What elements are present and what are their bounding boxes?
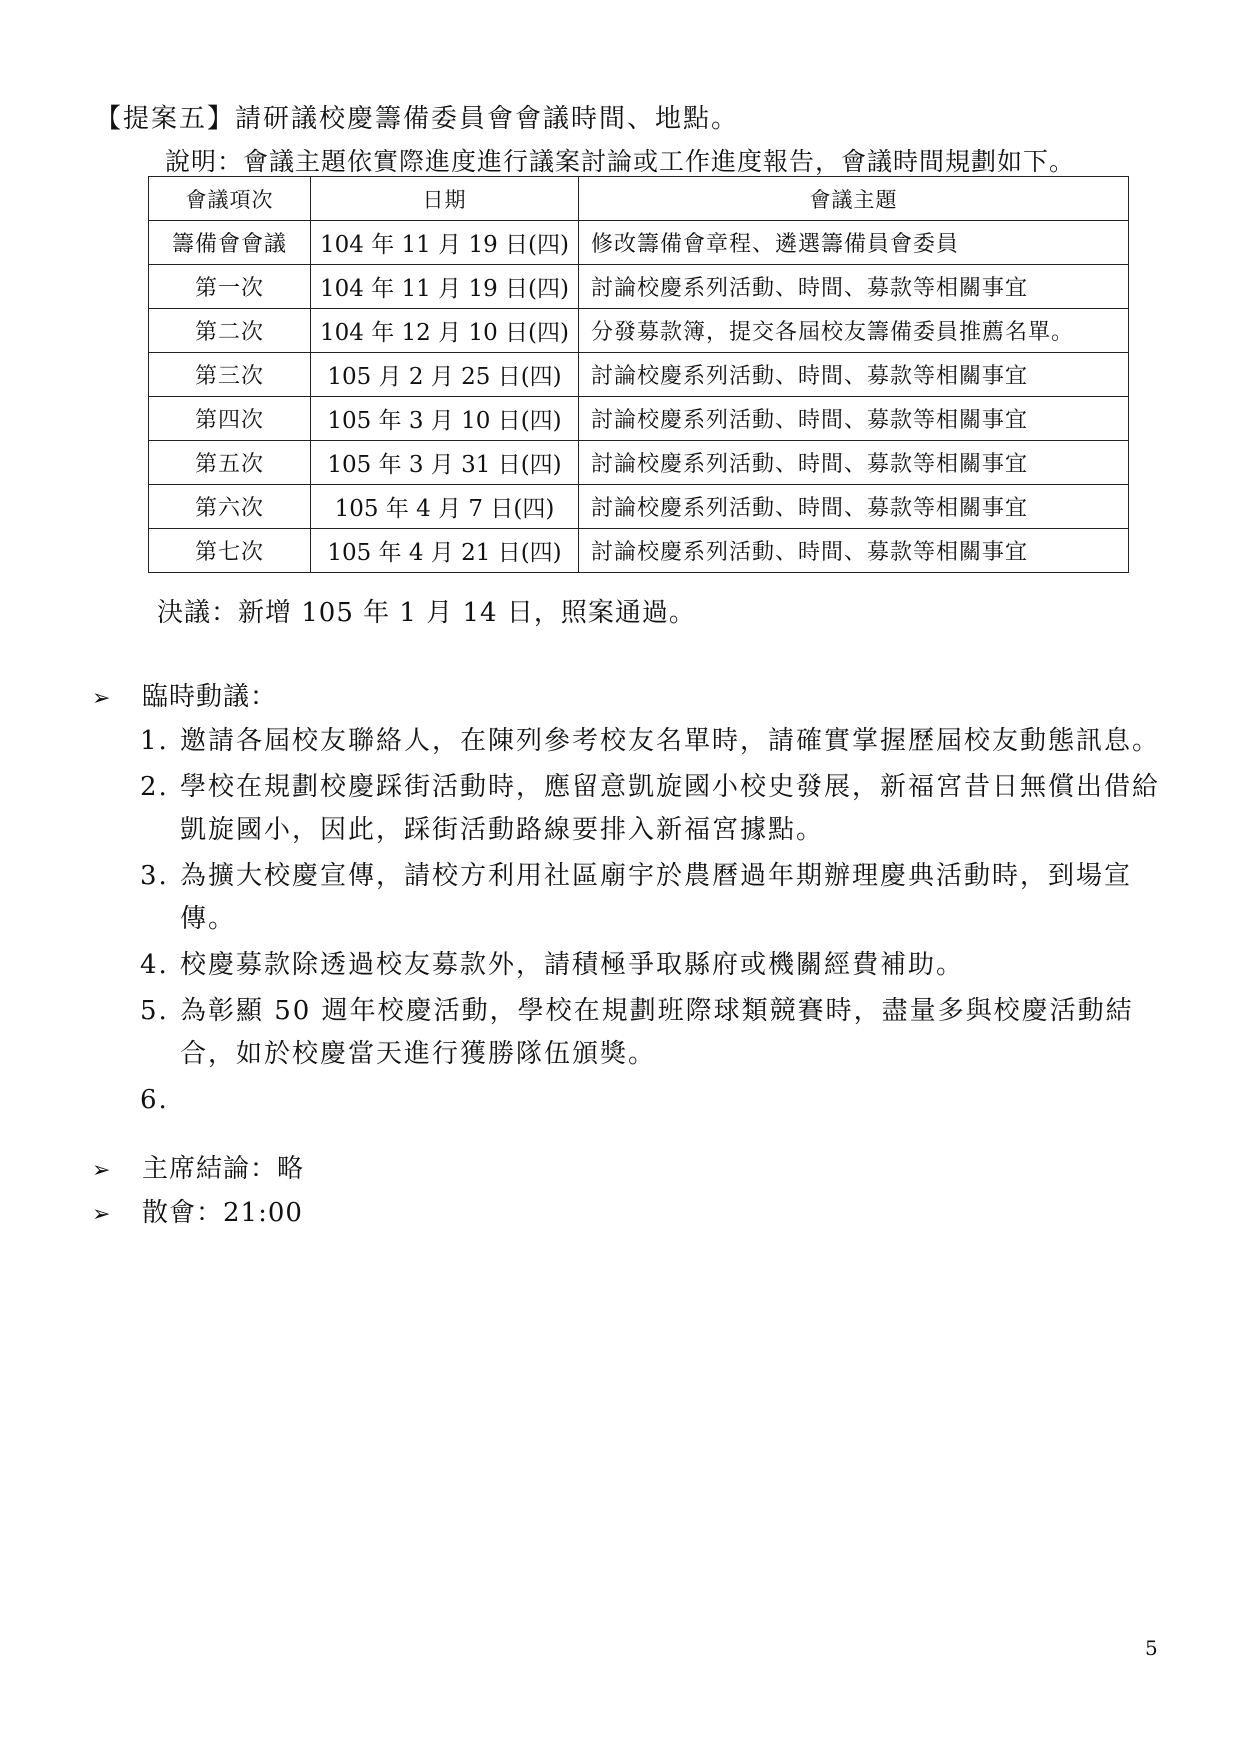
row-topic: 討論校慶系列活動、時間、募款等相關事宜 xyxy=(579,529,1129,573)
list-item-number: 5. xyxy=(140,996,169,1026)
list-item xyxy=(140,720,1160,763)
header-item: 會議項次 xyxy=(149,177,311,221)
list-item-number: 2. xyxy=(140,772,169,802)
resolution-text: 決議：新增 105 年 1 月 14 日，照案通過。 xyxy=(157,598,696,628)
adjournment-text: 散會：21:00 xyxy=(142,1198,303,1228)
proposal-explanation: 說明：會議主題依實際進度進行議案討論或工作進度報告，會議時間規劃如下。 xyxy=(165,147,1076,176)
table-row xyxy=(149,529,1129,573)
list-item-number: 3. xyxy=(140,861,169,891)
row-date: 104 年 11 月 19 日(四) xyxy=(311,265,579,309)
proposal-title: 【提案五】請研議校慶籌備委員會會議時間、地點。 xyxy=(95,104,740,134)
extempore-heading xyxy=(92,676,277,713)
list-item xyxy=(140,990,1160,1076)
chair-conclusion-text: 主席結論：略 xyxy=(142,1154,305,1184)
row-date: 105 年 3 月 31 日(四) xyxy=(311,441,579,485)
row-item: 第四次 xyxy=(149,397,311,441)
chair-conclusion xyxy=(92,1148,304,1185)
table-row xyxy=(149,485,1129,529)
arrow-bullet-icon: ➢ xyxy=(92,1202,112,1227)
list-item-text: 學校在規劃校慶踩街活動時，應留意凱旋國小校史發展，新福宮昔日無償出借給凱旋國小，因此，踩街活動路線要排入新福宮據點。 xyxy=(180,772,1161,845)
row-date: 105 年 4 月 21 日(四) xyxy=(311,529,579,573)
table-row xyxy=(149,441,1129,485)
header-date: 日期 xyxy=(311,177,579,221)
table-row xyxy=(149,353,1129,397)
row-topic: 分發募款簿，提交各屆校友籌備委員推薦名單。 xyxy=(579,309,1129,353)
row-item: 第七次 xyxy=(149,529,311,573)
row-topic: 討論校慶系列活動、時間、募款等相關事宜 xyxy=(579,441,1129,485)
list-item-text: 校慶募款除透過校友募款外，請積極爭取縣府或機關經費補助。 xyxy=(180,950,965,980)
list-item-text: 為彰顯 50 週年校慶活動，學校在規劃班際球類競賽時，盡量多與校慶活動結合，如於校慶當天進行獲勝隊伍頒獎。 xyxy=(180,996,1134,1069)
list-item-number: 4. xyxy=(140,950,169,980)
row-item: 第三次 xyxy=(149,353,311,397)
row-date: 104 年 11 月 19 日(四) xyxy=(311,221,579,265)
arrow-bullet-icon: ➢ xyxy=(92,686,112,711)
list-item xyxy=(140,855,1160,941)
meeting-schedule-table xyxy=(148,176,1129,573)
row-item: 第二次 xyxy=(149,309,311,353)
extempore-heading-label: 臨時動議： xyxy=(142,682,278,712)
page-number: 5 xyxy=(1145,1636,1158,1660)
row-item: 第六次 xyxy=(149,485,311,529)
row-topic: 修改籌備會章程、遴選籌備員會委員 xyxy=(579,221,1129,265)
row-date: 104 年 12 月 10 日(四) xyxy=(311,309,579,353)
row-topic: 討論校慶系列活動、時間、募款等相關事宜 xyxy=(579,485,1129,529)
row-topic: 討論校慶系列活動、時間、募款等相關事宜 xyxy=(579,397,1129,441)
list-item xyxy=(140,766,1160,852)
extempore-motion-list xyxy=(140,720,1161,1115)
row-item: 第一次 xyxy=(149,265,311,309)
row-date: 105 年 3 月 10 日(四) xyxy=(311,397,579,441)
row-date: 105 年 4 月 7 日(四) xyxy=(311,485,579,529)
row-topic: 討論校慶系列活動、時間、募款等相關事宜 xyxy=(579,353,1129,397)
table-header-row xyxy=(149,177,1129,221)
row-item: 籌備會會議 xyxy=(149,221,311,265)
list-item-text: 為擴大校慶宣傳，請校方利用社區廟宇於農曆過年期辦理慶典活動時，到場宣傳。 xyxy=(180,861,1133,934)
table-row xyxy=(149,221,1129,265)
table-row xyxy=(149,265,1129,309)
row-topic: 討論校慶系列活動、時間、募款等相關事宜 xyxy=(579,265,1129,309)
adjournment xyxy=(92,1192,303,1229)
row-item: 第五次 xyxy=(149,441,311,485)
list-item-text: 邀請各屆校友聯絡人，在陳列參考校友名單時，請確實掌握歷屆校友動態訊息。 xyxy=(180,726,1161,756)
row-date: 105 月 2 月 25 日(四) xyxy=(311,353,579,397)
header-topic: 會議主題 xyxy=(579,177,1129,221)
table-row xyxy=(149,397,1129,441)
arrow-bullet-icon: ➢ xyxy=(92,1158,112,1183)
table-row xyxy=(149,309,1129,353)
list-item-number: 1. xyxy=(140,726,169,756)
list-item-number: 6. xyxy=(140,1085,169,1115)
list-item xyxy=(140,944,1160,987)
